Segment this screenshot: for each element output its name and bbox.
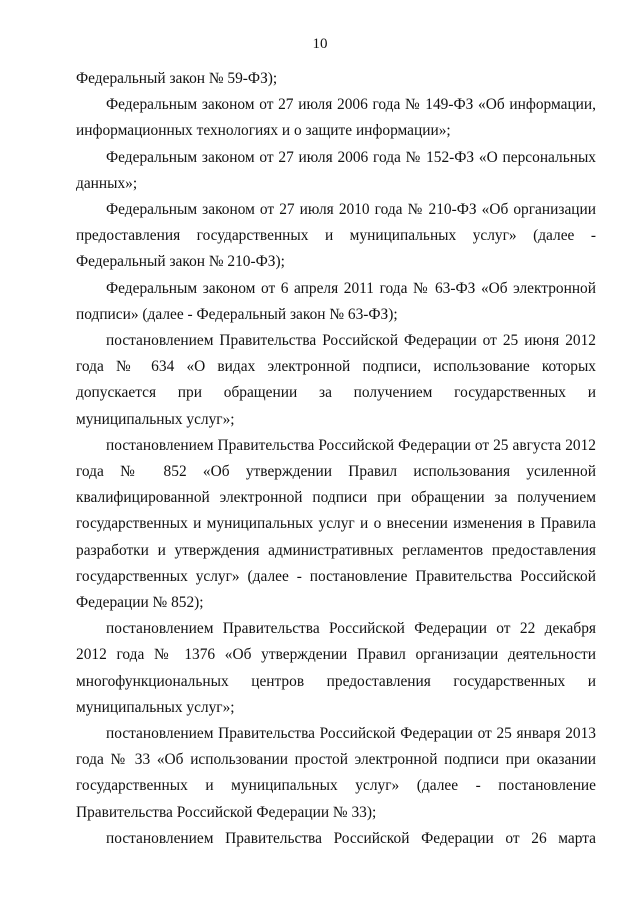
paragraph: постановлением Правительства Российской Федерации от 26 марта: [106, 829, 596, 847]
paragraph: постановлением Правительства Российской Федерации от 25 августа 2012 года № 852 «Об утверждении Правил использования усиленной квалифицированной электронной подписи при обращении за получением государственных и муниципальных услуг и о внесении изменения в Правила разработки и утверждения административных регламентов предоставления государственных услуг» (далее - постановление Правительства Российской Федерации № 852);: [76, 436, 596, 612]
paragraph: постановлением Правительства Российской Федерации от 22 декабря 2012 года № 1376 «Об утверждении Правил организации деятельности многофункциональных центров предоставления государственных и муниципальных услуг»;: [76, 620, 596, 716]
paragraph: Федеральным законом от 27 июля 2006 года № 152-ФЗ «О персональных данных»;: [76, 148, 596, 192]
paragraph: постановлением Правительства Российской Федерации от 25 июня 2012 года № 634 «О видах электронной подписи, использование которых допускается при обращении за получением государственных и муниципальных услуг»;: [76, 332, 596, 428]
paragraph: Федеральным законом от 27 июля 2006 года № 149-ФЗ «Об информации, информационных технологиях и о защите информации»;: [76, 96, 596, 140]
paragraph: Федеральный закон № 59-ФЗ);: [76, 70, 278, 87]
paragraph: постановлением Правительства Российской Федерации от 25 января 2013 года № 33 «Об использовании простой электронной подписи при оказании государственных и муниципальных услуг» (далее - постановление Правительства Российской Федерации № 33);: [76, 725, 596, 821]
page-number: 10: [312, 36, 328, 52]
document-body: [76, 66, 596, 852]
paragraph: Федеральным законом от 27 июля 2010 года № 210-ФЗ «Об организации предоставления государственных и муниципальных услуг» (далее - Федеральный закон № 210-ФЗ);: [76, 201, 596, 271]
paragraph: Федеральным законом от 6 апреля 2011 года № 63-ФЗ «Об электронной подписи» (далее - Федеральный закон № 63-ФЗ);: [76, 279, 596, 323]
